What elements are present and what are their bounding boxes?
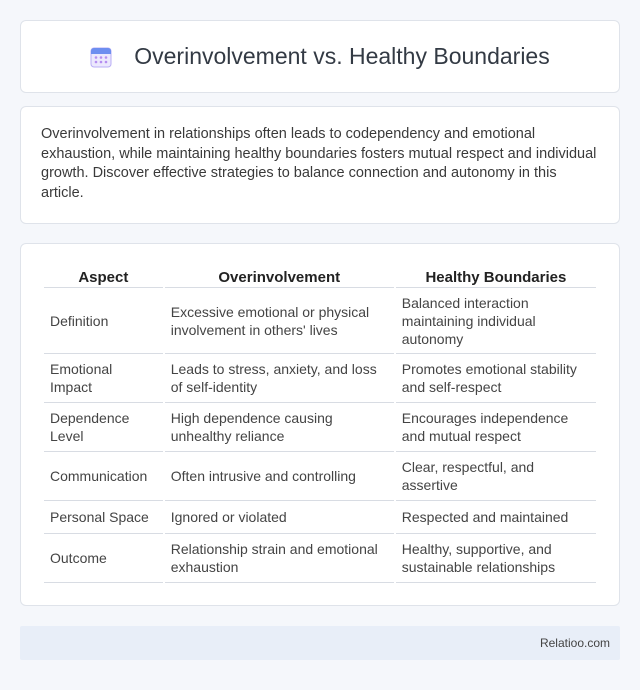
table-cell-healthy-boundaries: Balanced interaction maintaining individual autonomy bbox=[396, 288, 596, 354]
table-row bbox=[44, 501, 596, 534]
column-header-aspect: Aspect bbox=[44, 264, 163, 288]
page-title: Overinvolvement vs. Healthy Boundaries bbox=[134, 43, 550, 69]
footer bbox=[20, 626, 620, 660]
comparison-table bbox=[42, 264, 598, 583]
table-cell-overinvolvement: Leads to stress, anxiety, and loss of self-identity bbox=[165, 354, 394, 403]
comparison-card bbox=[20, 243, 620, 606]
table-row bbox=[44, 534, 596, 583]
intro-paragraph: Overinvolvement in relationships often leads to codependency and emotional exhaustion, while maintaining healthy boundaries fosters mutual respect and individual growth. Discover effective strategies to balance connection and autonomy in this article. bbox=[41, 126, 597, 201]
calendar-icon bbox=[90, 46, 112, 68]
table-cell-overinvolvement: Relationship strain and emotional exhaustion bbox=[165, 534, 394, 583]
table-row bbox=[44, 403, 596, 452]
table-header-row bbox=[44, 264, 596, 288]
table-row bbox=[44, 452, 596, 501]
table-cell-aspect: Dependence Level bbox=[44, 403, 163, 452]
title-card bbox=[20, 20, 620, 93]
table-cell-overinvolvement: High dependence causing unhealthy reliance bbox=[165, 403, 394, 452]
table-cell-aspect: Emotional Impact bbox=[44, 354, 163, 403]
column-header-overinvolvement: Overinvolvement bbox=[165, 264, 394, 288]
table-cell-overinvolvement: Ignored or violated bbox=[165, 501, 394, 534]
table-cell-healthy-boundaries: Encourages independence and mutual respect bbox=[396, 403, 596, 452]
column-header-healthy-boundaries: Healthy Boundaries bbox=[396, 264, 596, 288]
table-row bbox=[44, 354, 596, 403]
table-cell-overinvolvement: Often intrusive and controlling bbox=[165, 452, 394, 501]
table-cell-healthy-boundaries: Clear, respectful, and assertive bbox=[396, 452, 596, 501]
table-cell-aspect: Communication bbox=[44, 452, 163, 501]
table-cell-healthy-boundaries: Promotes emotional stability and self-respect bbox=[396, 354, 596, 403]
table-cell-aspect: Definition bbox=[44, 288, 163, 354]
table-cell-aspect: Outcome bbox=[44, 534, 163, 583]
table-cell-healthy-boundaries: Respected and maintained bbox=[396, 501, 596, 534]
footer-brand: Relatioo.com bbox=[539, 636, 610, 650]
table-cell-healthy-boundaries: Healthy, supportive, and sustainable relationships bbox=[396, 534, 596, 583]
intro-card bbox=[20, 106, 620, 224]
table-row bbox=[44, 288, 596, 354]
table-cell-overinvolvement: Excessive emotional or physical involvement in others' lives bbox=[165, 288, 394, 354]
table-cell-aspect: Personal Space bbox=[44, 501, 163, 534]
